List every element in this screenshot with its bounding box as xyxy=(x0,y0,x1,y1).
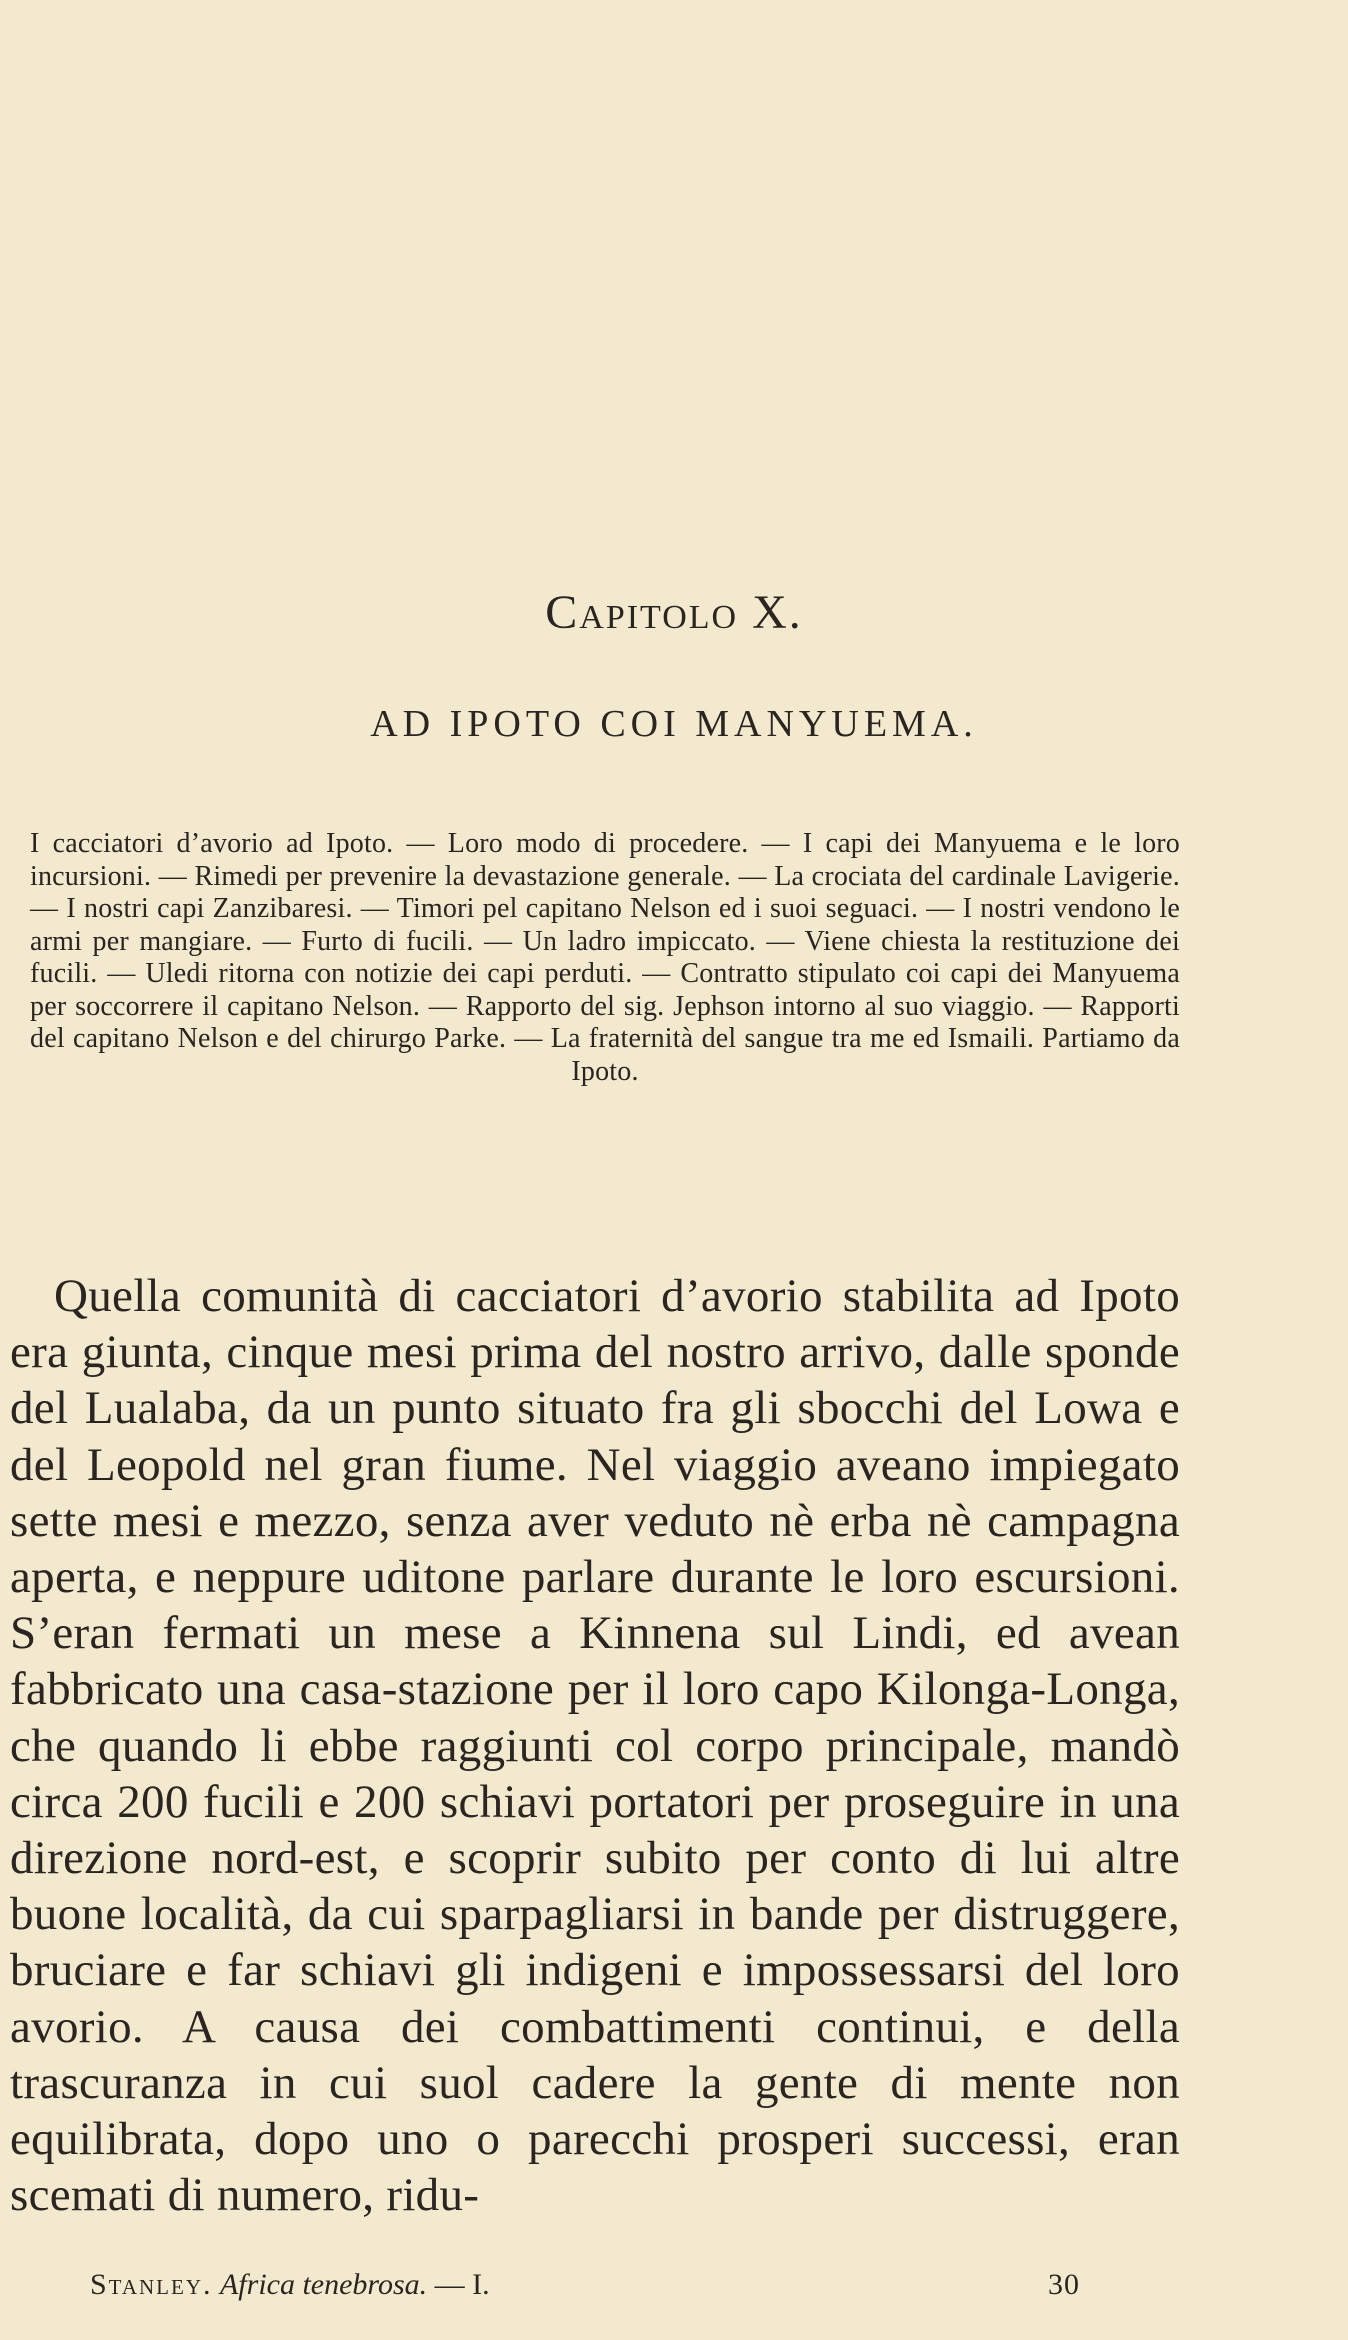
footer-separator: — xyxy=(434,2268,465,2301)
footer-work-title: Africa tenebrosa. xyxy=(219,2268,428,2301)
footer-book-reference xyxy=(90,2268,490,2302)
chapter-number: Capitolo X. xyxy=(545,586,803,639)
chapter-title: AD IPOTO COI MANYUEMA. xyxy=(370,703,978,745)
page-footer xyxy=(90,2268,1080,2302)
footer-volume: I. xyxy=(472,2268,490,2301)
chapter-summary: I cacciatori d’avorio ad Ipoto. — Loro modo di procedere. — I capi dei Manyuema e le loro incursioni. — Rimedi per prevenire la devastazione generale. — La crociata del cardinale Lavigerie. — I nostri capi Zanzibaresi. — Timori pel capitano Nelson ed i suoi seguaci. — I nostri vendono le armi per mangiare. — Furto di fucili. — Un ladro impiccato. — Viene chiesta la restituzione dei fucili. — Uledi ritorna con notizie dei capi perduti. — Contratto stipulato coi capi dei Manyuema per soccorrere il capitano Nelson. — Rapporto del sig. Jephson intorno al suo viaggio. — Rapporti del capitano Nelson e del chirurgo Parke. — La fraternità del sangue tra me ed Ismaili. Partiamo da Ipoto. xyxy=(30,828,1180,1087)
footer-author: Stanley. xyxy=(90,2268,213,2301)
footer-signature-mark: 30 xyxy=(1048,2268,1080,2301)
body-paragraph: Quella comunità di cacciatori d’avorio stabilita ad Ipoto era giunta, cinque mesi prima del nostro arrivo, dalle sponde del Lualaba, da un punto situato fra gli sbocchi del Lowa e del Leopold nel gran fiume. Nel viaggio aveano impiegato sette mesi e mezzo, senza aver veduto nè erba nè campagna aperta, e neppure uditone parlare durante le loro escursioni. S’eran fermati un mese a Kinnena sul Lindi, ed avean fabbricato una casa-stazione per il loro capo Kilonga-Longa, che quando li ebbe raggiunti col corpo principale, mandò circa 200 fucili e 200 schiavi portatori per proseguire in una direzione nord-est, e scoprir subito per conto di lui altre buone località, da cui sparpagliarsi in bande per distruggere, bruciare e far schiavi gli indigeni e impossessarsi del loro avorio. A causa dei combattimenti continui, e della trascuranza in cui suol cadere la gente di mente non equilibrata, dopo uno o parecchi prosperi successi, eran scemati di numero, ridu- xyxy=(10,1270,1180,2222)
